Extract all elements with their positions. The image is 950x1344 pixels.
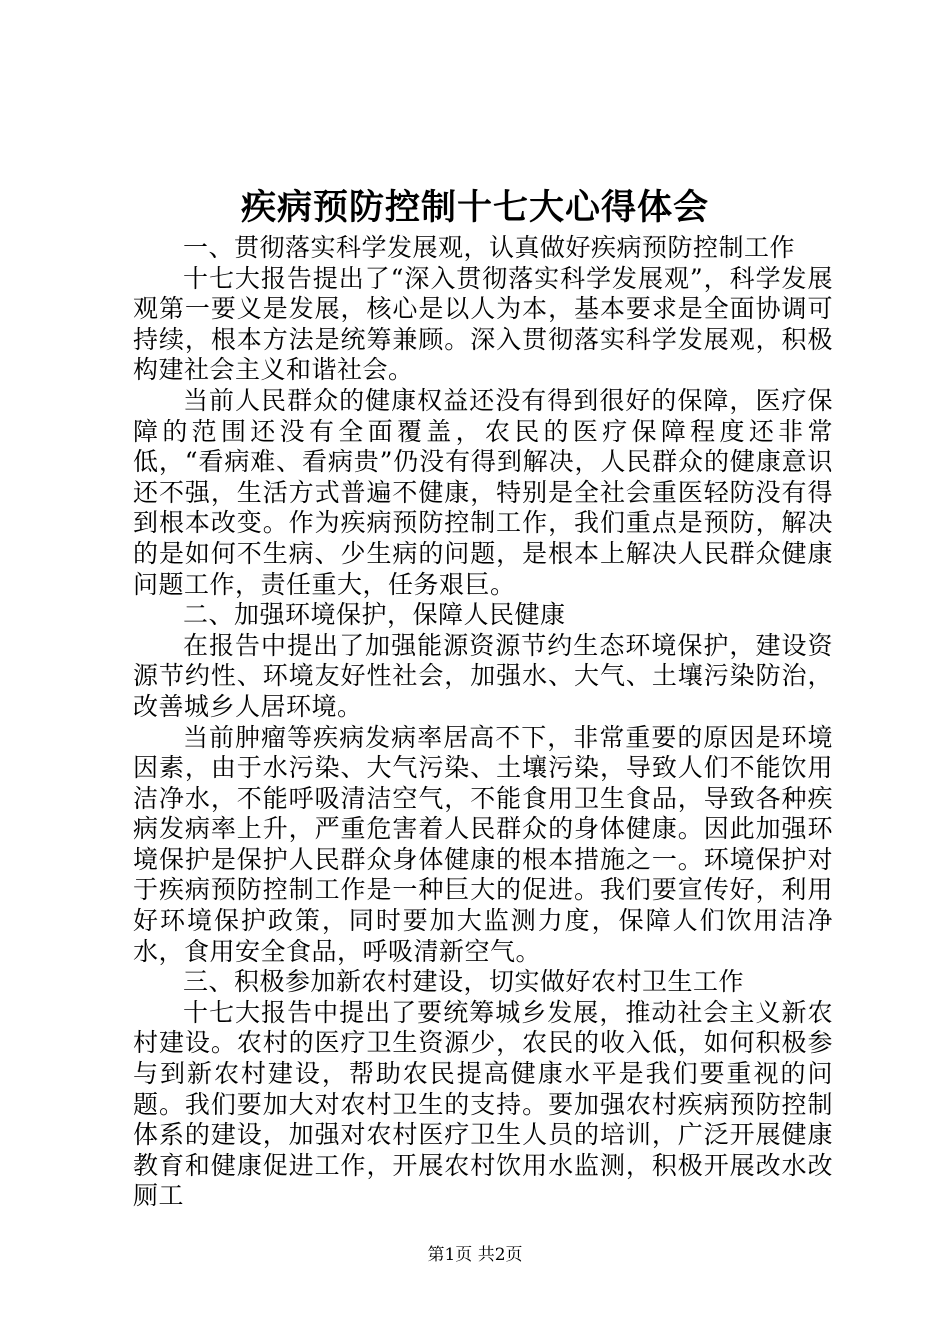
document-title: 疾病预防控制十七大心得体会 (240, 187, 709, 228)
paragraph: 十七大报告提出了“深入贯彻落实科学发展观”，科学发展观第一要义是发展，核心是以人为本，基本要求是全面协调可持续，根本方法是统筹兼顾。深入贯彻落实科学发展观，积极构建社会主义和谐社会。 (133, 263, 833, 385)
section-heading-3: 三、积极参加新农村建设，切实做好农村卫生工作 (183, 967, 745, 997)
paragraph: 当前人民群众的健康权益还没有得到很好的保障，医疗保障的范围还没有全面覆盖，农民的医疗保障程度还非常低，“看病难、看病贵”仍没有得到解决，人民群众的健康意识还不强，生活方式普遍不健康，特别是全社会重医轻防没有得到根本改变。作为疾病预防控制工作，我们重点是预防，解决的是如何不生病、少生病的问题，是根本上解决人民群众健康问题工作，责任重大，任务艰巨。 (133, 385, 833, 599)
paragraph: 十七大报告中提出了要统筹城乡发展，推动社会主义新农村建设。农村的医疗卫生资源少，农民的收入低，如何积极参与到新农村建设，帮助农民提高健康水平是我们要重视的问题。我们要加大对农村卫生的支持。要加强农村疾病预防控制体系的建设，加强对农村医疗卫生人员的培训，广泛开展健康教育和健康促进工作，开展农村饮用水监测，积极开展改水改厕工 (133, 997, 833, 1211)
section-heading-1: 一、贯彻落实科学发展观，认真做好疾病预防控制工作 (183, 233, 796, 262)
document-body (133, 233, 833, 1212)
page-number-footer: 第1页 共2页 (427, 1245, 523, 1265)
section-heading-2: 二、加强环境保护，保障人民健康 (183, 600, 566, 630)
paragraph: 当前肿瘤等疾病发病率居高不下，非常重要的原因是环境因素，由于水污染、大气污染、土壤污染，导致人们不能饮用洁净水，不能呼吸清洁空气，不能食用卫生食品，导致各种疾病发病率上升，严重危害着人民群众的身体健康。因此加强环境保护是保护人民群众身体健康的根本措施之一。环境保护对于疾病预防控制工作是一种巨大的促进。我们要宣传好，利用好环境保护政策，同时要加大监测力度，保障人们饮用洁净水，食用安全食品，呼吸清新空气。 (133, 722, 833, 966)
paragraph: 在报告中提出了加强能源资源节约生态环境保护，建设资源节约性、环境友好性社会，加强水、大气、土壤污染防治，改善城乡人居环境。 (133, 630, 833, 721)
